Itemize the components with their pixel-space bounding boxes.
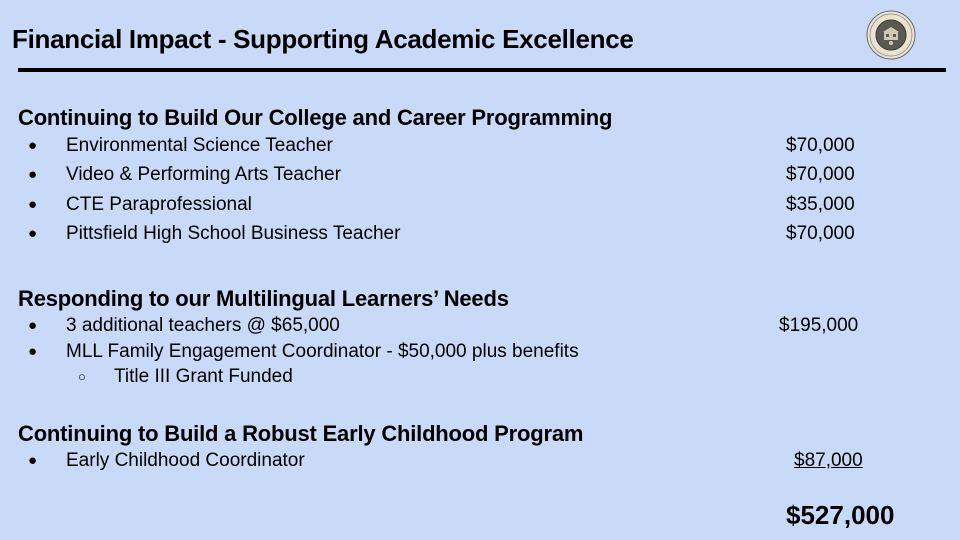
- item-amount: $87,000: [794, 450, 863, 471]
- school-seal-icon: [866, 10, 916, 60]
- list-item: [0, 313, 960, 339]
- bullet-icon: ●: [28, 166, 38, 183]
- section-heading-college-career: Continuing to Build Our College and Career Programming: [18, 105, 613, 130]
- item-label: Title III Grant Funded: [114, 366, 293, 387]
- list-item: [0, 133, 960, 159]
- item-label: Early Childhood Coordinator: [66, 450, 305, 471]
- list-item: [0, 448, 960, 474]
- list-subitem: [0, 364, 960, 390]
- item-amount: $35,000: [786, 194, 855, 215]
- item-amount: $70,000: [786, 164, 855, 185]
- bullet-icon: ●: [28, 196, 38, 213]
- total-amount: $527,000: [786, 500, 895, 530]
- bullet-icon: ●: [28, 452, 38, 469]
- bullet-icon: ●: [28, 225, 38, 242]
- item-label: Environmental Science Teacher: [66, 135, 333, 156]
- title-divider: [18, 68, 946, 72]
- item-label: 3 additional teachers @ $65,000: [66, 315, 340, 336]
- item-amount: $195,000: [779, 315, 859, 336]
- item-label: Pittsfield High School Business Teacher: [66, 223, 401, 244]
- list-item: [0, 192, 960, 218]
- list-item: [0, 221, 960, 247]
- bullet-icon: ●: [28, 317, 38, 334]
- section-heading-multilingual: Responding to our Multilingual Learners’ Needs: [18, 286, 509, 311]
- slide-title: Financial Impact - Supporting Academic Excellence: [12, 24, 634, 54]
- bullet-icon: ●: [28, 137, 38, 154]
- item-amount: $70,000: [786, 223, 855, 244]
- hollow-bullet-icon: ○: [78, 369, 86, 384]
- item-label: CTE Paraprofessional: [66, 194, 252, 215]
- list-item: [0, 162, 960, 188]
- item-label: MLL Family Engagement Coordinator - $50,000 plus benefits: [66, 341, 579, 362]
- bullet-icon: ●: [28, 343, 38, 360]
- item-label: Video & Performing Arts Teacher: [66, 164, 341, 185]
- section-heading-early-childhood: Continuing to Build a Robust Early Childhood Program: [18, 421, 584, 446]
- item-amount: $70,000: [786, 135, 855, 156]
- list-item: [0, 339, 960, 365]
